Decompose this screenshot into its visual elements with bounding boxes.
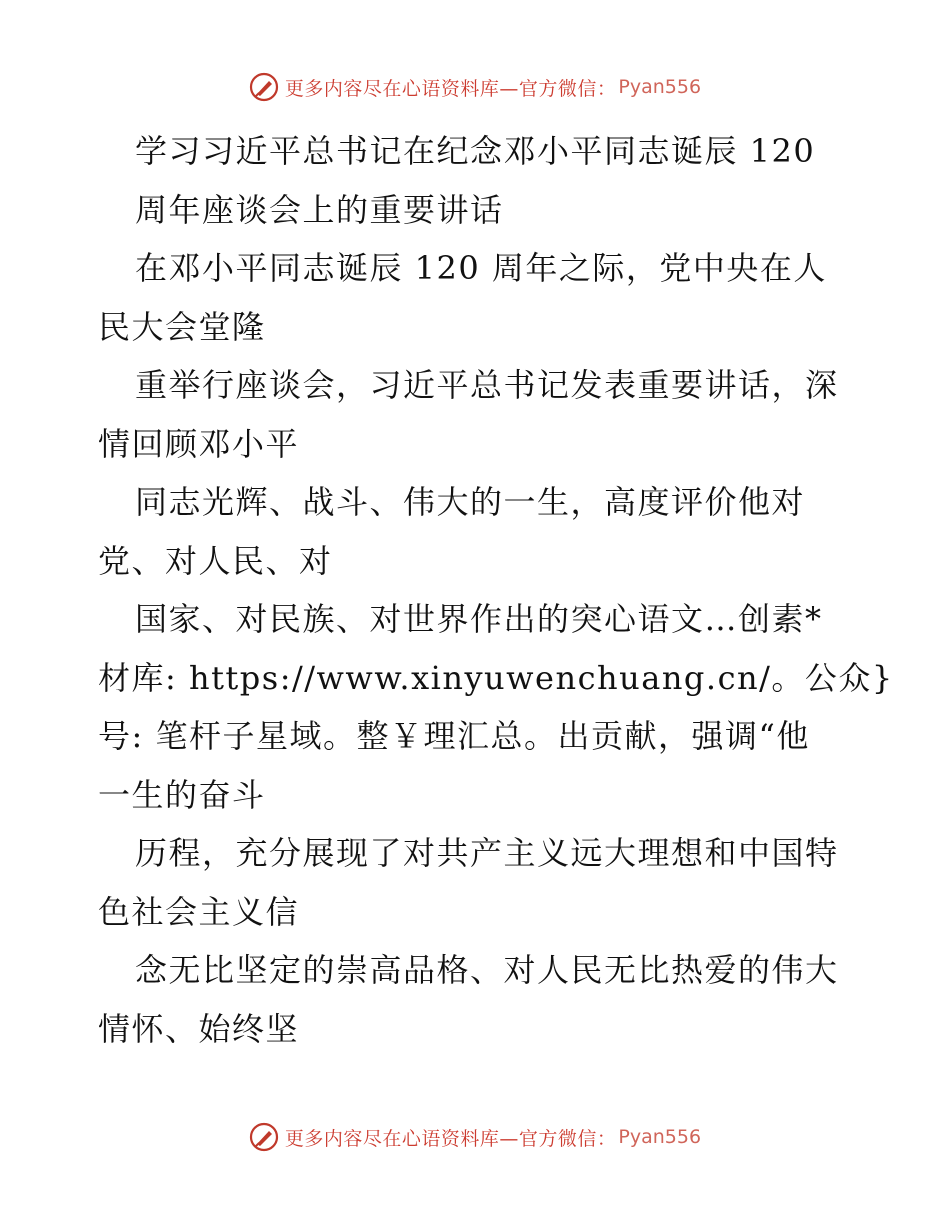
- watermark-text: 更多内容尽在心语资料库—官方微信：: [284, 77, 617, 100]
- paragraph-line: 重举行座谈会，习近平总书记发表重要讲话，深: [135, 366, 839, 404]
- paragraph-line: 材库: https://www.xinyuwenchuang.cn/。公众}: [98, 658, 894, 697]
- header-watermark: [0, 72, 950, 102]
- paragraph-line: 党、对人民、对: [98, 541, 333, 580]
- paragraph-line: 在邓小平同志诞辰 120 周年之际，党中央在人: [135, 249, 827, 287]
- paragraph-line: 号: 笔杆子星域。整￥理汇总。出贡献，强调“他: [98, 717, 810, 755]
- footer-watermark: [0, 1122, 950, 1152]
- paragraph-line: 民大会堂隆: [98, 307, 266, 346]
- quill-pen-seal-icon: [249, 72, 279, 102]
- paragraph-line: 同志光辉、战斗、伟大的一生，高度评价他对: [135, 483, 806, 521]
- paragraph-line: 情怀、始终坚: [98, 1009, 300, 1048]
- watermark-wechat-id: Pyan556: [618, 1126, 702, 1148]
- watermark-text: 更多内容尽在心语资料库—官方微信：: [284, 1127, 617, 1150]
- paragraph-line: 历程，充分展现了对共产主义远大理想和中国特: [135, 834, 839, 872]
- paragraph-line: 情回顾邓小平: [98, 424, 300, 463]
- quill-pen-seal-icon: [249, 1122, 279, 1152]
- watermark-wechat-id: Pyan556: [618, 76, 702, 98]
- paragraph-line: 一生的奋斗: [98, 775, 266, 814]
- paragraph-line: 国家、对民族、对世界作出的突心语文…创素*: [135, 600, 823, 638]
- title-line-1: 学习习近平总书记在纪念邓小平同志诞辰 120: [135, 132, 816, 170]
- title-line-2: 周年座谈会上的重要讲话: [135, 190, 504, 229]
- document-body: [98, 122, 894, 1058]
- paragraph-line: 念无比坚定的崇高品格、对人民无比热爱的伟大: [135, 951, 839, 989]
- paragraph-line: 色社会主义信: [98, 892, 300, 931]
